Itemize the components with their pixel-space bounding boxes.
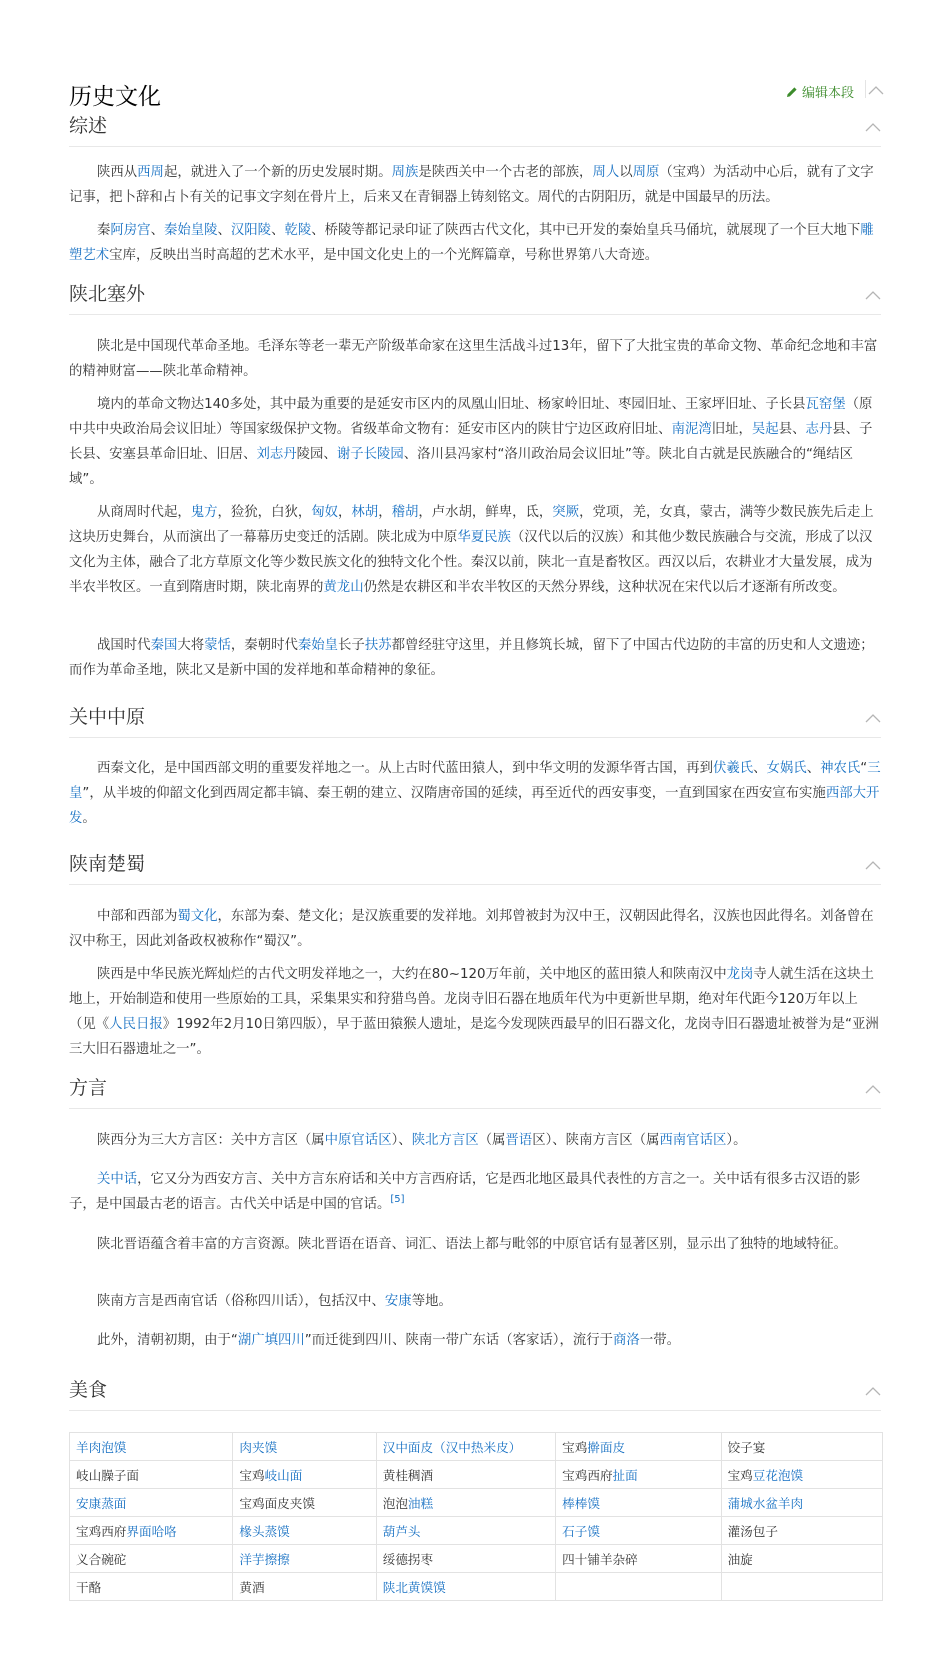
food-link[interactable]: 界面哈咯 [126, 1524, 177, 1539]
section-header-central [69, 699, 881, 738]
table-cell[interactable] [376, 1489, 555, 1517]
paragraph: 此外，清朝初期，由于“湖广填四川”而迁徙到四川、陕南一带广东话（客家话），流行于商洛一带。 [97, 1333, 680, 1348]
table-cell[interactable] [70, 1517, 233, 1545]
paragraph: 西秦文化，是中国西部文明的重要发祥地之一。从上古时代蓝田猿人，到中华文明的发源华胥古国，再到伏羲氏、女娲氏、神农氏“三皇”，从半坡的仰韶文化到西周定都丰镐、秦王朝的建立、汉隋唐帝国的延续，再至近代的西安事变，一直到国家在西安宣布实施西部大开发。 [69, 761, 881, 826]
table-cell[interactable] [556, 1489, 721, 1517]
table-cell [70, 1573, 233, 1601]
food-link[interactable]: 汉中面皮（汉中热米皮） [382, 1440, 522, 1455]
food-table [69, 1432, 883, 1601]
paragraph: 关中话，它又分为西安方言、关中方言东府话和关中方言西府话，它是西北地区最具代表性的方言之一。关中话有很多古汉语的影子，是中国最古老的语言。古代关中话是中国的官话。[5] [69, 1172, 861, 1212]
food-link[interactable]: 擀面皮 [587, 1440, 626, 1455]
cell-text: 宝鸡西府 [562, 1468, 613, 1483]
link[interactable]: 汉阳陵 [230, 223, 272, 238]
paragraph: 陕北晋语蕴含着丰富的方言资源。陕北晋语在语音、词汇、语法上都与毗邻的中原官话有显著区别，显示出了独特的地域特征。 [97, 1237, 847, 1252]
link[interactable]: 吴起 [751, 422, 779, 437]
table-cell[interactable] [556, 1433, 721, 1461]
section-title: 关中中原 [69, 706, 146, 728]
link[interactable]: 扶苏 [364, 638, 392, 653]
edit-section-button[interactable] [786, 82, 854, 101]
table-row [70, 1573, 883, 1601]
table-cell[interactable] [376, 1433, 555, 1461]
paragraph: 秦阿房宫、秦始皇陵、汉阳陵、乾陵、桥陵等都记录印证了陕西古代文化，其中已开发的秦始皇兵马俑坑，就展现了一个巨大地下雕塑艺术宝库，反映出当时高超的艺术水平，是中国文化史上的一个光辉篇章，号称世界第八大奇迹。 [69, 223, 874, 263]
table-row [70, 1433, 883, 1461]
section-header-north [69, 276, 881, 315]
chevron-up-icon[interactable] [865, 713, 881, 723]
table-cell[interactable] [233, 1545, 376, 1573]
food-link[interactable]: 豆花泡馍 [752, 1468, 804, 1483]
paragraph: 从商周时代起，鬼方，猃狁，白狄，匈奴，林胡，稽胡，卢水胡，鲜卑，氐，突厥，党项，羌，女真，蒙古，满等少数民族先后走上这块历史舞台，从而演出了一幕幕历史变迁的活剧。陕北成为中原华夏民族（汉代以后的汉族）和其他少数民族融合与交流，形成了以汉文化为主体，融合了北方草原文化等少数民族文化的独特文化个性。秦汉以前，陕北一直是畜牧区。西汉以后，农耕业才大量发展，成为半农半牧区。一直到隋唐时期，陕北南界的黄龙山仍然是农耕区和半农半牧区的天然分界线，这种状况在宋代以后才逐渐有所改变。 [69, 505, 874, 595]
paragraph: 战国时代秦国大将蒙恬，秦朝时代秦始皇长子扶苏都曾经驻守这里，并且修筑长城，留下了中国古代边防的丰富的历史和人文遗迹；而作为革命圣地，陕北又是新中国的发祥地和革命精神的象征。 [69, 638, 874, 678]
table-row [70, 1517, 883, 1545]
table-cell[interactable] [376, 1573, 555, 1601]
link[interactable]: 蜀文化 [177, 909, 218, 924]
section-title: 方言 [69, 1077, 108, 1099]
table-cell[interactable] [70, 1433, 233, 1461]
link[interactable]: 中原官话区 [324, 1133, 392, 1148]
cell-text: 宝鸡 [239, 1468, 265, 1483]
section-header-overview [69, 108, 881, 147]
cell-text: 义合碗砣 [76, 1552, 127, 1567]
chevron-up-icon[interactable] [865, 1084, 881, 1094]
link[interactable]: 阿房宫 [110, 223, 151, 238]
link[interactable]: 华夏民族 [457, 530, 511, 545]
link[interactable]: 稽胡 [391, 505, 419, 520]
section-header-south [69, 846, 881, 885]
table-cell [233, 1489, 376, 1517]
cell-text: 黄桂稠酒 [382, 1468, 434, 1483]
paragraph: 陕北是中国现代革命圣地。毛泽东等老一辈无产阶级革命家在这里生活战斗过13年，留下了大批宝贵的革命文物、革命纪念地和丰富的精神财富——陕北革命精神。 [69, 339, 878, 379]
food-link[interactable]: 安康蒸面 [76, 1496, 127, 1511]
cell-text: 黄酒 [239, 1580, 265, 1595]
cell-text: 宝鸡面皮夹馍 [239, 1496, 315, 1511]
paragraph: 陕西是中华民族光辉灿烂的古代文明发祥地之一，大约在80~120万年前，关中地区的蓝田猿人和陕南汉中龙岗寺人就生活在这块土地上，开始制造和使用一些原始的工具，采集果实和狩猎鸟兽。龙岗寺旧石器在地质年代为中更新世早期，绝对年代距今120万年以上（见《人民日报》1992年2月10日第四版），早于蓝田猿猴人遗址，是迄今发现陕西最早的旧石器文化，龙岗寺旧石器遗址被誉为是“亚洲三大旧石器遗址之一”。 [69, 967, 879, 1057]
food-link[interactable]: 羊肉泡馍 [76, 1440, 127, 1455]
chevron-up-icon[interactable] [865, 290, 881, 300]
paragraph: 中部和西部为蜀文化，东部为秦、楚文化；是汉族重要的发祥地。刘邦曾被封为汉中王，汉朝因此得名，汉族也因此得名。刘备曾在汉中称王，因此刘备政权被称作“蜀汉”。 [69, 909, 874, 949]
table-cell[interactable] [721, 1489, 882, 1517]
paragraph: 境内的革命文物达140多处，其中最为重要的是延安市区内的凤凰山旧址、杨家岭旧址、枣园旧址、王家坪旧址、子长县瓦窑堡（原中共中央政治局会议旧址）等国家级保护文物。省级革命文物有：延安市区内的陕甘宁边区政府旧址、南泥湾旧址，吴起县、志丹县、子长县、安塞县革命旧址、旧居、刘志丹陵园、谢子长陵园、洛川县冯家村“洛川政治局会议旧址”等。陕北自古就是民族融合的“绳结区域”。 [69, 397, 873, 487]
food-link[interactable]: 蒲城水盆羊肉 [727, 1496, 804, 1511]
table-cell [556, 1573, 721, 1601]
link[interactable]: 周人 [592, 165, 620, 180]
link[interactable]: 周族 [391, 165, 419, 180]
link[interactable]: 鬼方 [190, 505, 218, 520]
link[interactable]: 林胡 [351, 505, 379, 520]
link[interactable]: 秦始皇 [297, 638, 339, 653]
food-link[interactable]: 洋芋擦擦 [239, 1552, 290, 1567]
food-link[interactable]: 陕北黄馍馍 [382, 1580, 446, 1595]
table-cell[interactable] [556, 1461, 721, 1489]
table-cell[interactable] [233, 1517, 376, 1545]
table-cell[interactable] [233, 1461, 376, 1489]
link[interactable]: 刘志丹 [256, 447, 297, 462]
link[interactable]: 南泥湾 [671, 422, 712, 437]
cell-text: 绥德拐枣 [382, 1552, 434, 1567]
cell-text: 灌汤包子 [727, 1524, 778, 1539]
table-cell [233, 1573, 376, 1601]
edit-label: 编辑本段 [801, 86, 854, 101]
link[interactable]: 匈奴 [311, 505, 339, 520]
section-title: 综述 [69, 115, 108, 137]
table-row [70, 1461, 883, 1489]
section-title: 陕北塞外 [69, 283, 146, 305]
food-link[interactable]: 葫芦头 [382, 1524, 421, 1539]
link[interactable]: 神农氏 [820, 761, 861, 776]
food-link[interactable]: 油糕 [407, 1496, 434, 1511]
link[interactable]: 人民日报 [109, 1017, 163, 1032]
cell-text: 泡泡 [382, 1496, 408, 1511]
citation-link[interactable]: [5] [390, 1194, 405, 1205]
table-row [70, 1545, 883, 1573]
link[interactable]: 商洛 [613, 1333, 640, 1348]
link[interactable]: 龙岗 [726, 967, 754, 982]
link[interactable]: 乾陵 [284, 223, 312, 238]
link[interactable]: 志丹 [805, 422, 833, 437]
table-cell[interactable] [556, 1517, 721, 1545]
link[interactable]: 晋语 [505, 1133, 533, 1148]
cell-text: 油旋 [727, 1552, 753, 1567]
link[interactable]: 突厥 [552, 505, 580, 520]
table-cell [721, 1573, 882, 1601]
link[interactable]: 西周 [137, 165, 164, 180]
table-cell [70, 1461, 233, 1489]
table-cell [721, 1545, 882, 1573]
chevron-up-icon[interactable] [865, 860, 881, 870]
link[interactable]: 蒙恬 [204, 638, 231, 653]
table-cell[interactable] [721, 1461, 882, 1489]
cell-text: 宝鸡 [727, 1468, 753, 1483]
table-cell [70, 1545, 233, 1573]
chevron-up-icon[interactable] [865, 122, 881, 132]
page-title: 历史文化 [69, 84, 161, 110]
pencil-icon [786, 86, 798, 98]
link[interactable]: 秦国 [150, 638, 178, 653]
table-cell[interactable] [70, 1489, 233, 1517]
food-link[interactable]: 石子馍 [562, 1524, 600, 1539]
cell-text: 岐山臊子面 [76, 1468, 139, 1483]
chevron-up-icon[interactable] [868, 85, 884, 95]
table-cell [721, 1433, 882, 1461]
link[interactable]: 关中话 [97, 1172, 138, 1187]
link[interactable]: 西南官话区 [659, 1133, 727, 1148]
section-header-food [69, 1372, 881, 1411]
link[interactable]: 谢子长陵园 [336, 447, 404, 462]
link[interactable]: 陕北方言区 [411, 1133, 479, 1148]
paragraph: 陕南方言是西南官话（俗称四川话），包括汉中、安康等地。 [97, 1294, 452, 1309]
section-title: 陕南楚蜀 [69, 853, 146, 875]
cell-text: 饺子宴 [727, 1440, 766, 1455]
link[interactable]: 三皇 [69, 761, 881, 801]
section-header-dialect [69, 1070, 881, 1109]
link[interactable]: 秦始皇陵 [163, 223, 218, 238]
link[interactable]: 雕塑艺术 [69, 223, 874, 263]
link[interactable]: 周原 [632, 165, 660, 180]
cell-text: 四十铺羊杂碎 [562, 1552, 638, 1567]
food-link[interactable]: 岐山面 [264, 1468, 303, 1483]
food-link[interactable]: 肉夹馍 [239, 1440, 278, 1455]
food-link[interactable]: 棒棒馍 [562, 1496, 600, 1511]
food-link[interactable]: 椽头蒸馍 [239, 1524, 290, 1539]
link[interactable]: 湖广填四川 [237, 1333, 305, 1348]
link[interactable]: 女娲氏 [766, 761, 807, 776]
link[interactable]: 黄龙山 [323, 580, 364, 595]
section-title: 美食 [69, 1379, 108, 1401]
cell-text: 宝鸡西府 [76, 1524, 127, 1539]
link[interactable]: 西部大开发 [69, 786, 880, 826]
paragraph: 陕西分为三大方言区：关中方言区（属中原官话区）、陕北方言区（属晋语区）、陕南方言区（属西南官话区）。 [97, 1133, 747, 1148]
table-cell [376, 1461, 555, 1489]
link[interactable]: 伏羲氏 [712, 761, 754, 776]
table-row [70, 1489, 883, 1517]
paragraph: 陕西从西周起，就进入了一个新的历史发展时期。周族是陕西关中一个古老的部族，周人以周原（宝鸡）为活动中心后，就有了文字记事，把卜辞和占卜有关的记事文字刻在骨片上，后来又在青铜器上铸刻铭文。周代的古阴阳历，就是中国最早的历法。 [69, 165, 874, 205]
link[interactable]: 安康 [384, 1294, 412, 1309]
table-cell [721, 1517, 882, 1545]
table-cell[interactable] [376, 1517, 555, 1545]
table-cell[interactable] [233, 1433, 376, 1461]
table-cell [556, 1545, 721, 1573]
chevron-up-icon[interactable] [865, 1386, 881, 1396]
food-link[interactable]: 扯面 [612, 1468, 638, 1483]
cell-text: 干酪 [76, 1580, 102, 1595]
divider [865, 80, 866, 98]
link[interactable]: 瓦窑堡 [805, 397, 846, 412]
cell-text: 宝鸡 [562, 1440, 588, 1455]
table-cell [376, 1545, 555, 1573]
